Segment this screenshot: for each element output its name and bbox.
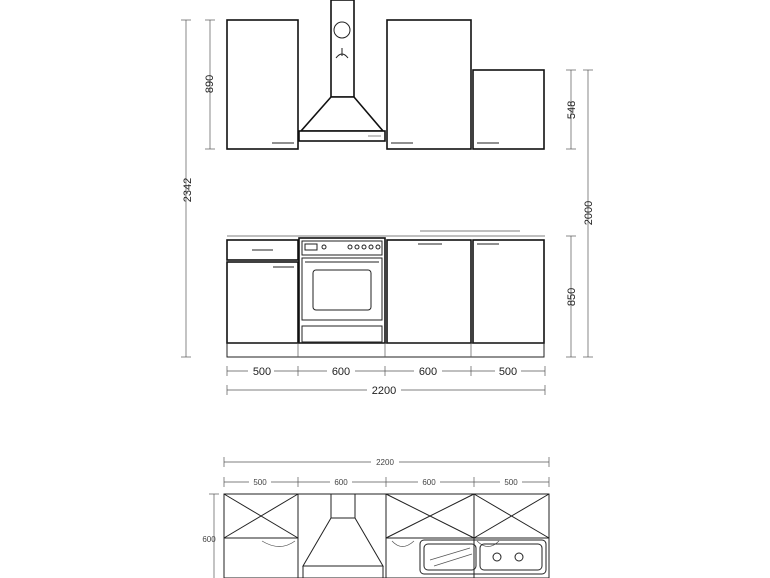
front-elevation [181, 0, 595, 397]
label-width-4: 500 [498, 366, 518, 378]
oven-unit [299, 238, 385, 343]
dimension-total-height [181, 20, 194, 357]
base-cabinet-sink-unit [387, 240, 471, 343]
label-total-height: 2342 [182, 177, 194, 203]
label-width-1: 500 [252, 366, 272, 378]
label-plan-width-3: 600 [422, 478, 436, 487]
label-top-height: 2000 [583, 200, 595, 226]
dimension-small-wall-cabinet-height [566, 70, 578, 149]
wall-cabinet-left [227, 20, 298, 149]
plan-wall-cabinet-left [224, 494, 298, 547]
label-plan-width-1: 500 [253, 478, 267, 487]
dimension-plan-total-width [224, 456, 549, 468]
label-wall-cabinet-height: 890 [204, 74, 216, 94]
label-width-3: 600 [418, 366, 438, 378]
dimension-top-height [583, 70, 595, 357]
label-plan-total-width: 2200 [376, 458, 394, 467]
wall-cabinet-right-small [473, 70, 544, 149]
plan-wall-cabinet-right [474, 494, 549, 547]
label-elevation-total-width: 2200 [371, 385, 397, 397]
wall-cabinet-middle [387, 20, 471, 149]
label-base-height: 850 [566, 287, 578, 307]
base-cabinet-right [473, 240, 544, 343]
dimension-elevation-widths [227, 364, 545, 378]
extractor-hood [299, 0, 385, 141]
dimension-wall-cabinet-height [204, 20, 216, 149]
label-width-2: 600 [331, 366, 351, 378]
plan-wall-cabinet-middle [386, 494, 474, 547]
label-plan-depth: 600 [202, 535, 216, 544]
plan-view [202, 456, 549, 578]
base-cabinet-drawer-unit [227, 240, 298, 343]
plinth [227, 343, 544, 357]
dimension-plan-widths [224, 476, 549, 488]
plan-extractor-hood [303, 494, 383, 578]
label-plan-width-4: 500 [504, 478, 518, 487]
dimension-base-height [566, 236, 578, 357]
dimension-plan-depth [202, 494, 219, 578]
label-plan-width-2: 600 [334, 478, 348, 487]
dimension-elevation-total-width [227, 383, 545, 397]
label-small-wall-cabinet-height: 548 [566, 100, 578, 120]
